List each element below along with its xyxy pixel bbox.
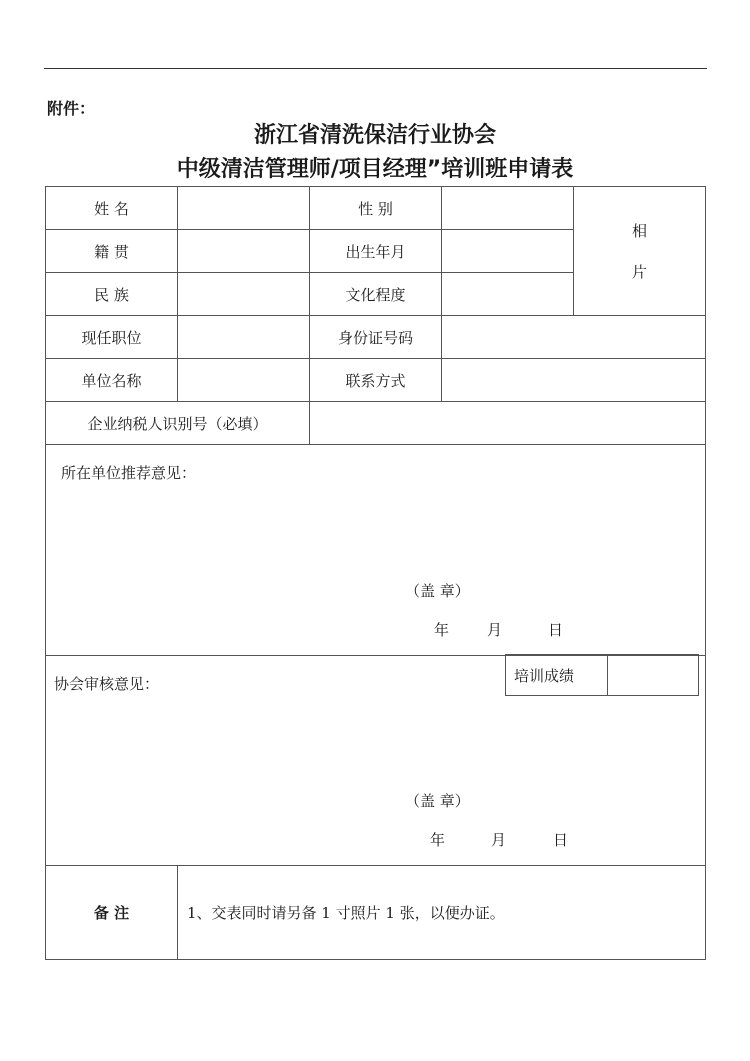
assoc-seal-label: （盖 章） xyxy=(405,792,470,810)
ethnicity-label: 民 族 xyxy=(94,285,129,304)
contact-field[interactable] xyxy=(441,358,706,402)
id-label: 身份证号码 xyxy=(337,328,413,347)
native-place-label: 籍 贯 xyxy=(94,242,129,261)
gender-field[interactable] xyxy=(441,186,574,230)
id-label-cell xyxy=(309,315,442,359)
position-field[interactable] xyxy=(177,315,310,359)
unit-year-label: 年 xyxy=(434,621,450,639)
header-rule xyxy=(44,68,707,69)
remarks-cell xyxy=(177,865,706,960)
unit-field[interactable] xyxy=(177,358,310,402)
education-label: 文化程度 xyxy=(345,285,406,304)
assoc-month-label: 月 xyxy=(491,831,507,849)
contact-label: 联系方式 xyxy=(345,371,406,390)
ethnicity-field[interactable] xyxy=(177,272,310,316)
assoc-year-label: 年 xyxy=(430,831,446,849)
score-field[interactable] xyxy=(607,654,699,696)
unit-day-label: 日 xyxy=(548,621,564,639)
score-label: 培训成绩 xyxy=(514,666,575,685)
id-field[interactable] xyxy=(441,315,706,359)
tax-id-label: 企业纳税人识别号（必填） xyxy=(87,414,268,433)
native-place-label-cell xyxy=(45,229,178,273)
assoc-opinion-label: 协会审核意见： xyxy=(54,675,160,693)
ethnicity-label-cell xyxy=(45,272,178,316)
birth-label: 出生年月 xyxy=(345,242,406,261)
remarks-text: 1、交表同时请另备 1 寸照片 1 张，以便办证。 xyxy=(187,904,505,922)
name-label: 姓 名 xyxy=(94,199,129,218)
assoc-day-label: 日 xyxy=(553,831,569,849)
photo-box[interactable] xyxy=(573,186,706,316)
attachment-label: 附件： xyxy=(47,99,96,118)
contact-label-cell xyxy=(309,358,442,402)
title-form: 中级清洁管理师/项目经理”培训班申请表 xyxy=(176,157,574,182)
gender-label-cell xyxy=(309,186,442,230)
position-label-cell xyxy=(45,315,178,359)
score-label-cell xyxy=(505,654,608,696)
education-label-cell xyxy=(309,272,442,316)
name-label-cell xyxy=(45,186,178,230)
title-organization: 浙江省清洗保洁行业协会 xyxy=(253,123,496,148)
unit-seal-label: （盖 章） xyxy=(405,582,470,600)
birth-label-cell xyxy=(309,229,442,273)
tax-id-field[interactable] xyxy=(309,401,706,445)
photo-label-2: 片 xyxy=(631,263,647,281)
gender-label: 性 别 xyxy=(358,199,393,218)
education-field[interactable] xyxy=(441,272,574,316)
unit-opinion-label: 所在单位推荐意见： xyxy=(61,464,197,482)
native-place-field[interactable] xyxy=(177,229,310,273)
birth-field[interactable] xyxy=(441,229,574,273)
name-field[interactable] xyxy=(177,186,310,230)
position-label: 现任职位 xyxy=(81,328,142,347)
remarks-label: 备 注 xyxy=(93,904,130,922)
unit-month-label: 月 xyxy=(487,621,503,639)
remarks-label-cell xyxy=(45,865,178,960)
unit-label-cell xyxy=(45,358,178,402)
tax-id-label-cell xyxy=(45,401,310,445)
unit-label: 单位名称 xyxy=(81,371,142,390)
photo-label-1: 相 xyxy=(631,222,647,240)
